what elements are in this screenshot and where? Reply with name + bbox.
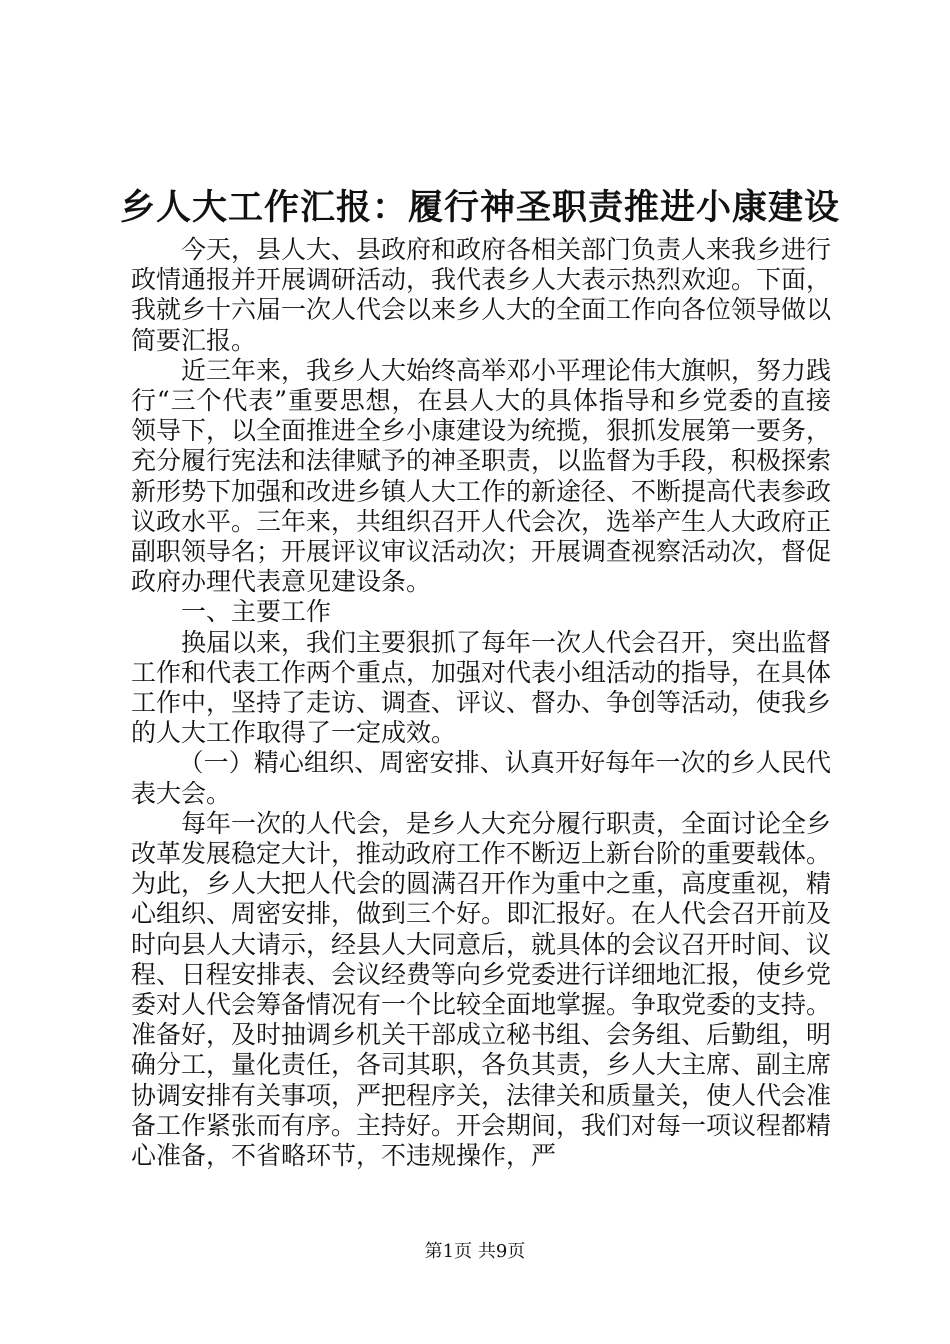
section-heading-main-work: 一、主要工作 [181,597,332,627]
subsection-heading-1: （一）精心组织、周密安排、认真开好每年一次的乡人民代表大会。 [131,748,831,808]
document-title: 乡人大工作汇报：履行神圣职责推进小康建设 [120,187,841,228]
document-body [131,235,831,1171]
paragraph-intro: 今天，县人大、县政府和政府各相关部门负责人来我乡进行政情通报并开展调研活动，我代表乡人大表示热烈欢迎。下面，我就乡十六届一次人代会以来乡人大的全面工作向各位领导做以简要汇报。 [131,235,832,355]
paragraph-congress-details: 每年一次的人代会，是乡人大充分履行职责，全面讨论全乡改革发展稳定大计，推动政府工作不断迈上新台阶的重要载体。为此，乡人大把人代会的圆满召开作为重中之重，高度重视，精心组织、周密安排，做到三个好。即汇报好。在人代会召开前及时向县人大请示，经县人大同意后，就具体的会议召开时间、议程、日程安排表、会议经费等向乡党委进行详细地汇报，使乡党委对人代会筹备情况有一个比较全面地掌握。争取党委的支持。准备好，及时抽调乡机关干部成立秘书组、会务组、后勤组，明确分工，量化责任，各司其职，各负其责，乡人大主席、副主席协调安排有关事项，严把程序关，法律关和质量关，使人代会准备工作紧张而有序。主持好。开会期间，我们对每一项议程都精心准备，不省略环节，不违规操作，严 [131,808,832,1171]
paragraph-overview: 近三年来，我乡人大始终高举邓小平理论伟大旗帜，努力践行“三个代表”重要思想，在县人大的具体指导和乡党委的直接领导下，以全面推进全乡小康建设为统揽，狠抓发展第一要务，充分履行宪法和法律赋予的神圣职责，以监督为手段，积极探索新形势下加强和改进乡镇人大工作的新途径、不断提高代表参政议政水平。三年来，共组织召开人代会次，选举产生人大政府正副职领导名；开展评议审议活动次；开展调查视察活动次，督促政府办理代表意见建设条。 [131,355,832,597]
page-number-footer: 第1页 共9页 [424,1241,526,1262]
paragraph-main-work: 换届以来，我们主要狠抓了每年一次人代会召开，突出监督工作和代表工作两个重点，加强对代表小组活动的指导，在具体工作中，坚持了走访、调查、评议、督办、争创等活动，使我乡的人大工作取得了一定成效。 [131,627,832,748]
